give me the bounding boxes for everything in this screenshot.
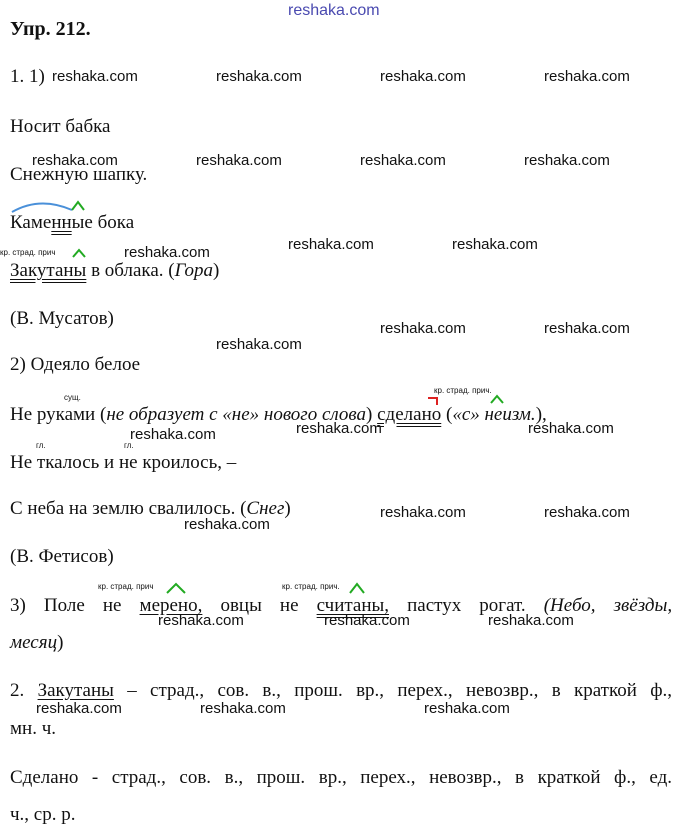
analyzed-word: Закутаны bbox=[37, 680, 114, 701]
predicate-word: мерено, bbox=[139, 595, 203, 616]
text: ), bbox=[535, 404, 547, 425]
suffix-mark bbox=[490, 394, 504, 404]
watermark: reshaka.com bbox=[32, 152, 118, 169]
grammar-label: гл. bbox=[124, 441, 134, 450]
predicate-word: считаны, bbox=[316, 595, 390, 616]
watermark: reshaka.com bbox=[528, 420, 614, 437]
text: в облака. ( bbox=[86, 260, 175, 281]
author: (В. Мусатов) bbox=[10, 308, 114, 329]
watermark: reshaka.com bbox=[216, 336, 302, 353]
text: ( bbox=[95, 404, 107, 425]
watermark: reshaka.com bbox=[360, 152, 446, 169]
note: не образует с «не» нового слова bbox=[106, 404, 367, 425]
text: ( bbox=[441, 404, 453, 425]
analysis-text: мн. ч. bbox=[10, 718, 56, 739]
text: ) bbox=[284, 498, 291, 519]
riddle-answer: (Небо, bbox=[543, 595, 596, 616]
predicate-word: Закутаны bbox=[10, 260, 87, 281]
watermark: reshaka.com bbox=[488, 612, 574, 629]
poem-line bbox=[10, 404, 547, 426]
text: овцы bbox=[220, 595, 262, 616]
watermark: reshaka.com bbox=[52, 68, 138, 85]
watermark: reshaka.com bbox=[380, 320, 466, 337]
watermark: reshaka.com bbox=[196, 152, 282, 169]
watermark: reshaka.com bbox=[544, 68, 630, 85]
word-part: ые бока bbox=[71, 212, 135, 233]
grammar-label: кр. страд. прич. bbox=[282, 582, 340, 591]
poem-line: Снежную шапку. bbox=[10, 164, 148, 185]
text: не bbox=[102, 595, 122, 616]
text: пастух bbox=[407, 595, 462, 616]
text: ) bbox=[57, 632, 64, 653]
grammar-label: сущ. bbox=[64, 393, 81, 402]
poem-line bbox=[10, 260, 219, 282]
grammar-label: кр. страд. прич bbox=[0, 248, 56, 257]
watermark: reshaka.com bbox=[324, 612, 410, 629]
exercise-title: Упр. 212. bbox=[10, 18, 91, 40]
text: 3) Поле bbox=[10, 595, 85, 616]
text: рогат. bbox=[479, 595, 526, 616]
watermark: reshaka.com bbox=[524, 152, 610, 169]
morph-analysis bbox=[10, 767, 672, 789]
grammar-label: кр. страд. прич bbox=[98, 582, 154, 591]
text: ) bbox=[212, 260, 220, 281]
watermark: reshaka.com bbox=[124, 244, 210, 261]
grammar-label: кр. страд. прич. bbox=[434, 386, 492, 395]
text: ) bbox=[366, 404, 378, 425]
analysis-text: – страд., сов. в., прош. вр., перех., невозвр., в краткой ф., bbox=[127, 680, 673, 701]
suffix-mark bbox=[72, 248, 86, 258]
poem-line bbox=[10, 212, 134, 234]
author: (В. Фетисов) bbox=[10, 546, 114, 567]
watermark: reshaka.com bbox=[200, 700, 286, 717]
particle-ne: Не bbox=[10, 404, 33, 425]
watermark: reshaka.com bbox=[288, 2, 380, 19]
watermark: reshaka.com bbox=[130, 426, 216, 443]
riddle-answer: звёзды, bbox=[613, 595, 673, 616]
riddle-answer: месяц bbox=[10, 632, 58, 653]
predicate-word: сделано bbox=[377, 404, 442, 425]
watermark: reshaka.com bbox=[544, 504, 630, 521]
riddle-line bbox=[10, 632, 63, 654]
analysis-text: Сделано - страд., сов. в., прош. вр., перех., невозвр., в краткой ф., ед. bbox=[10, 767, 672, 788]
riddle-answer: Гора bbox=[174, 260, 213, 281]
poem-line: 2) Одеяло белое bbox=[10, 354, 141, 375]
suffix-mark bbox=[349, 582, 365, 594]
analysis-text: ч., ср. р. bbox=[10, 804, 76, 825]
section-number: 1. 1) bbox=[10, 66, 45, 87]
watermark: reshaka.com bbox=[380, 68, 466, 85]
watermark: reshaka.com bbox=[216, 68, 302, 85]
watermark: reshaka.com bbox=[184, 516, 270, 533]
watermark: reshaka.com bbox=[452, 236, 538, 253]
suffix-mark bbox=[166, 582, 186, 594]
watermark: reshaka.com bbox=[544, 320, 630, 337]
watermark: reshaka.com bbox=[296, 420, 382, 437]
watermark: reshaka.com bbox=[288, 236, 374, 253]
noun-word: руками bbox=[36, 404, 96, 425]
watermark: reshaka.com bbox=[424, 700, 510, 717]
poem-line: Не ткалось и не кроилось, – bbox=[10, 452, 237, 473]
section-number: 2. bbox=[10, 680, 25, 701]
text: С неба на землю свалилось. ( bbox=[10, 498, 247, 519]
note: «с» неизм. bbox=[452, 404, 536, 425]
watermark: reshaka.com bbox=[158, 612, 244, 629]
word-part: Каме bbox=[10, 212, 52, 233]
watermark: reshaka.com bbox=[36, 700, 122, 717]
poem-line: Носит бабка bbox=[10, 116, 111, 137]
watermark: reshaka.com bbox=[380, 504, 466, 521]
text: не bbox=[279, 595, 299, 616]
grammar-label: гл. bbox=[36, 441, 46, 450]
riddle-answer: Снег bbox=[246, 498, 285, 519]
double-n: нн bbox=[51, 212, 72, 233]
morph-analysis bbox=[10, 680, 672, 702]
